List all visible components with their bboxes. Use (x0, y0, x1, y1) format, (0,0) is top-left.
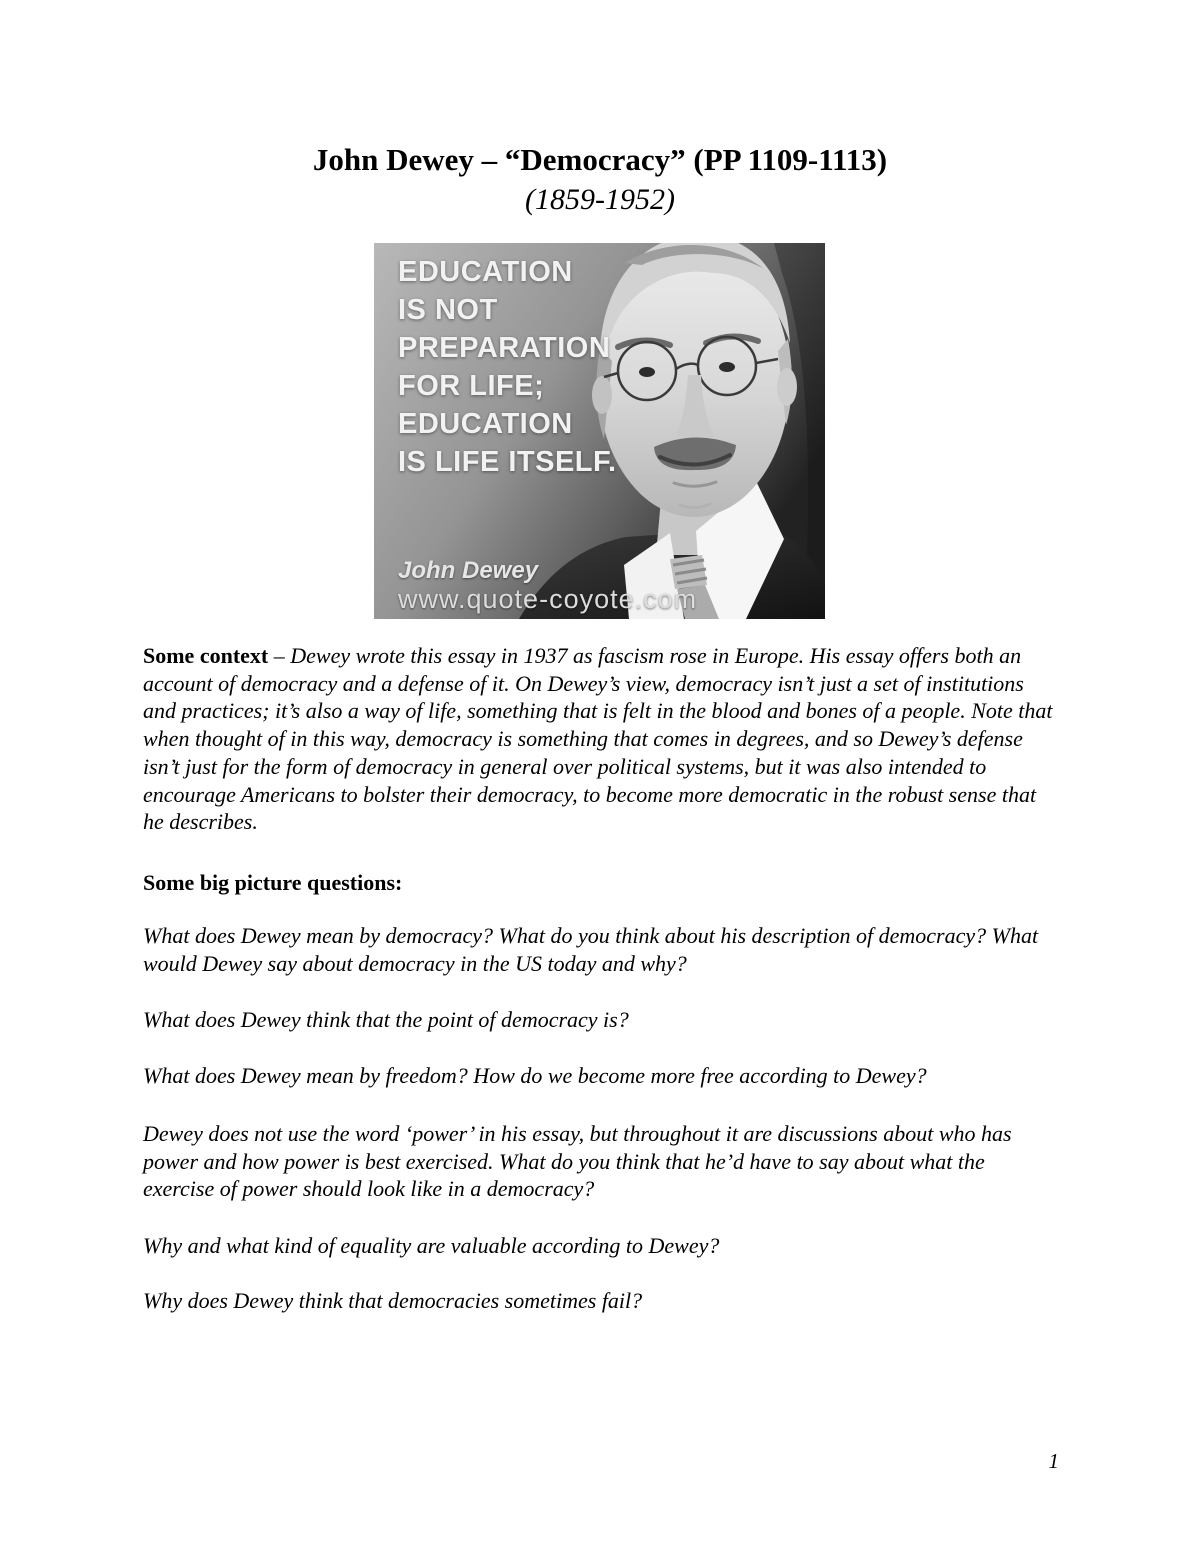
question-item: What does Dewey mean by freedom? How do we become more free according to Dewey? (143, 1063, 927, 1088)
dewey-quote-image (374, 243, 825, 619)
quote-line: EDUCATION (398, 408, 573, 440)
quote-attribution (398, 557, 697, 615)
question-item: Dewey does not use the word ‘power’ in his essay, but throughout it are discussions about who has power and how power is best exercised. What do you think that he’d have to say about what the exercise of power should look like in a democracy? (143, 1121, 1012, 1202)
page-title: John Dewey – “Democracy” (PP 1109-1113) (312, 142, 888, 177)
question-item: What does Dewey mean by democracy? What do you think about his description of democracy? What would Dewey say about democracy in the US today and why? (143, 923, 1039, 976)
context-dash: – (268, 643, 291, 668)
quote-line: PREPARATION (398, 332, 611, 364)
quote-line: IS NOT (398, 294, 498, 326)
question-item: Why does Dewey think that democracies sometimes fail? (143, 1288, 643, 1313)
attribution-name: John Dewey (398, 557, 539, 584)
attribution-website: www.quote-coyote.com (398, 584, 698, 614)
context-text: Dewey wrote this essay in 1937 as fascism rose in Europe. His essay offers both an account of democracy and a defense of it. On Dewey’s view, democracy isn’t just a set of institutions and practices; it’s also a way of life, something that is felt in the blood and bones of a people. Note that when thought of in this way, democracy is something that comes in degrees, and so Dewey’s defense isn’t just for the form of democracy in general over political systems, but it was also intended to encourage Americans to bolster their democracy, to become more democratic in the robust sense that he describes. (143, 643, 1053, 835)
context-label: Some context (143, 643, 269, 668)
quote-line: FOR LIFE; (398, 370, 545, 402)
quote-line: EDUCATION (398, 256, 573, 288)
question-item: Why and what kind of equality are valuable according to Dewey? (143, 1233, 720, 1258)
quote-text (398, 253, 617, 481)
questions-heading: Some big picture questions: (143, 870, 403, 895)
page-number: 1 (1048, 1449, 1059, 1473)
context-paragraph (143, 642, 1059, 836)
quote-line: IS LIFE ITSELF. (398, 446, 617, 478)
question-item: What does Dewey think that the point of democracy is? (143, 1007, 629, 1032)
page-subtitle: (1859-1952) (525, 183, 675, 216)
